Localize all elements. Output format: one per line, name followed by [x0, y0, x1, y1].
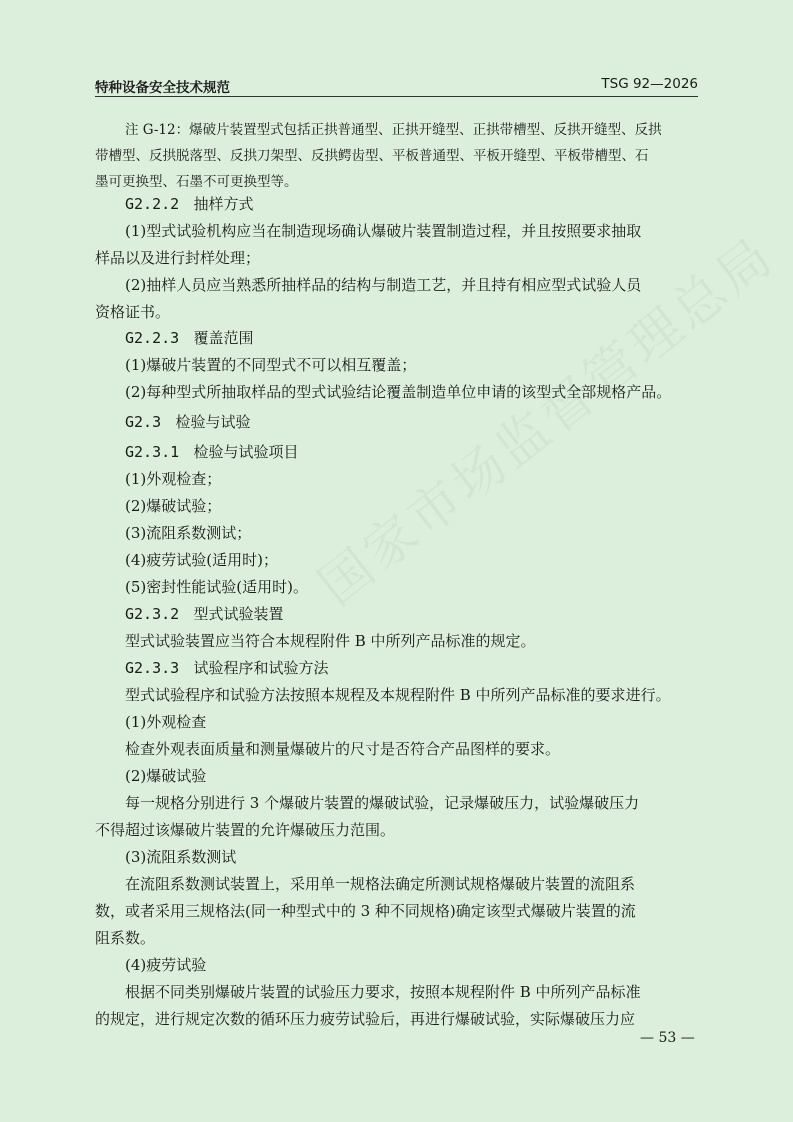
subsection-title: (3)流阻系数测试: [125, 848, 237, 866]
section-number: G2.3.1: [125, 443, 180, 461]
paragraph-line: 每一规格分别进行 3 个爆破片装置的爆破试验，记录爆破压力，试验爆破压力: [125, 794, 640, 812]
list-item: (5)密封性能试验(适用时)。: [125, 578, 308, 596]
paragraph-line: 型式试验程序和试验方法按照本规程及本规程附件 B 中所列产品标准的要求进行。: [125, 686, 671, 704]
section-number: G2.3.2: [125, 605, 180, 623]
paragraph-line: (1)型式试验机构应当在制造现场确认爆破片装置制造过程，并且按照要求抽取: [125, 222, 642, 240]
section-heading-g223: [125, 328, 254, 348]
paragraph-line: 型式试验装置应当符合本规程附件 B 中所列产品标准的规定。: [125, 632, 536, 650]
paragraph-line: 样品以及进行封样处理；: [95, 249, 261, 267]
section-number: G2.2.2: [125, 195, 180, 213]
list-item: (1)外观检查；: [125, 470, 222, 488]
section-heading-g222: [125, 194, 254, 214]
paragraph-line: 阻系数。: [95, 929, 156, 947]
paragraph-line: 数，或者采用三规格法(同一种型式中的 3 种不同规格)确定该型式爆破片装置的流: [95, 902, 636, 920]
list-item: (4)疲劳试验(适用时)；: [125, 551, 278, 569]
paragraph-line: 检查外观表面质量和测量爆破片的尺寸是否符合产品图样的要求。: [125, 740, 561, 758]
list-item: (2)爆破试验；: [125, 497, 222, 515]
header-title: 特种设备安全技术规范: [95, 80, 230, 96]
section-heading-g23: [125, 412, 250, 432]
section-title: 型式试验装置: [193, 605, 284, 623]
page-header: [95, 72, 698, 97]
paragraph-line: 在流阻系数测试装置上，采用单一规格法确定所测试规格爆破片装置的流阻系: [125, 875, 636, 893]
paragraph-line: 的规定，进行规定次数的循环压力疲劳试验后，再进行爆破试验，实际爆破压力应: [95, 1010, 636, 1028]
section-title: 抽样方式: [193, 195, 254, 213]
subsection-title: (2)爆破试验: [125, 767, 207, 785]
paragraph-line: (2)每种型式所抽取样品的型式试验结论覆盖制造单位申请的该型式全部规格产品。: [125, 383, 672, 401]
section-title: 试验程序和试验方法: [193, 659, 329, 677]
note-line-1: 注 G-12：爆破片装置型式包括正拱普通型、正拱开缝型、正拱带槽型、反拱开缝型、反拱: [125, 122, 662, 138]
page-number: — 53 —: [640, 1030, 695, 1046]
paragraph-line: 不得超过该爆破片装置的允许爆破压力范围。: [95, 821, 396, 839]
section-number: G2.2.3: [125, 329, 180, 347]
paragraph-line: 资格证书。: [95, 303, 171, 321]
subsection-title: (1)外观检查: [125, 713, 207, 731]
paragraph-line: (1)爆破片装置的不同型式不可以相互覆盖；: [125, 356, 417, 374]
paragraph-line: 根据不同类别爆破片装置的试验压力要求，按照本规程附件 B 中所列产品标准: [125, 983, 641, 1001]
list-item: (3)流阻系数测试；: [125, 524, 252, 542]
section-heading-g232: [125, 604, 284, 624]
paragraph-line: (2)抽样人员应当熟悉所抽样品的结构与制造工艺，并且持有相应型式试验人员: [125, 276, 642, 294]
header-code: TSG 92—2026: [601, 76, 698, 92]
section-title: 检验与试验项目: [193, 443, 299, 461]
section-heading-g233: [125, 658, 329, 678]
note-line-3: 墨可更换型、石墨不可更换型等。: [95, 174, 298, 190]
note-line-2: 带槽型、反拱脱落型、反拱刀架型、反拱鳄齿型、平板普通型、平板开缝型、平板带槽型、石: [95, 148, 649, 164]
section-title: 检验与试验: [175, 413, 251, 431]
section-heading-g231: [125, 442, 299, 462]
subsection-title: (4)疲劳试验: [125, 956, 207, 974]
section-title: 覆盖范围: [193, 329, 254, 347]
section-number: G2.3: [125, 413, 162, 431]
section-number: G2.3.3: [125, 659, 180, 677]
